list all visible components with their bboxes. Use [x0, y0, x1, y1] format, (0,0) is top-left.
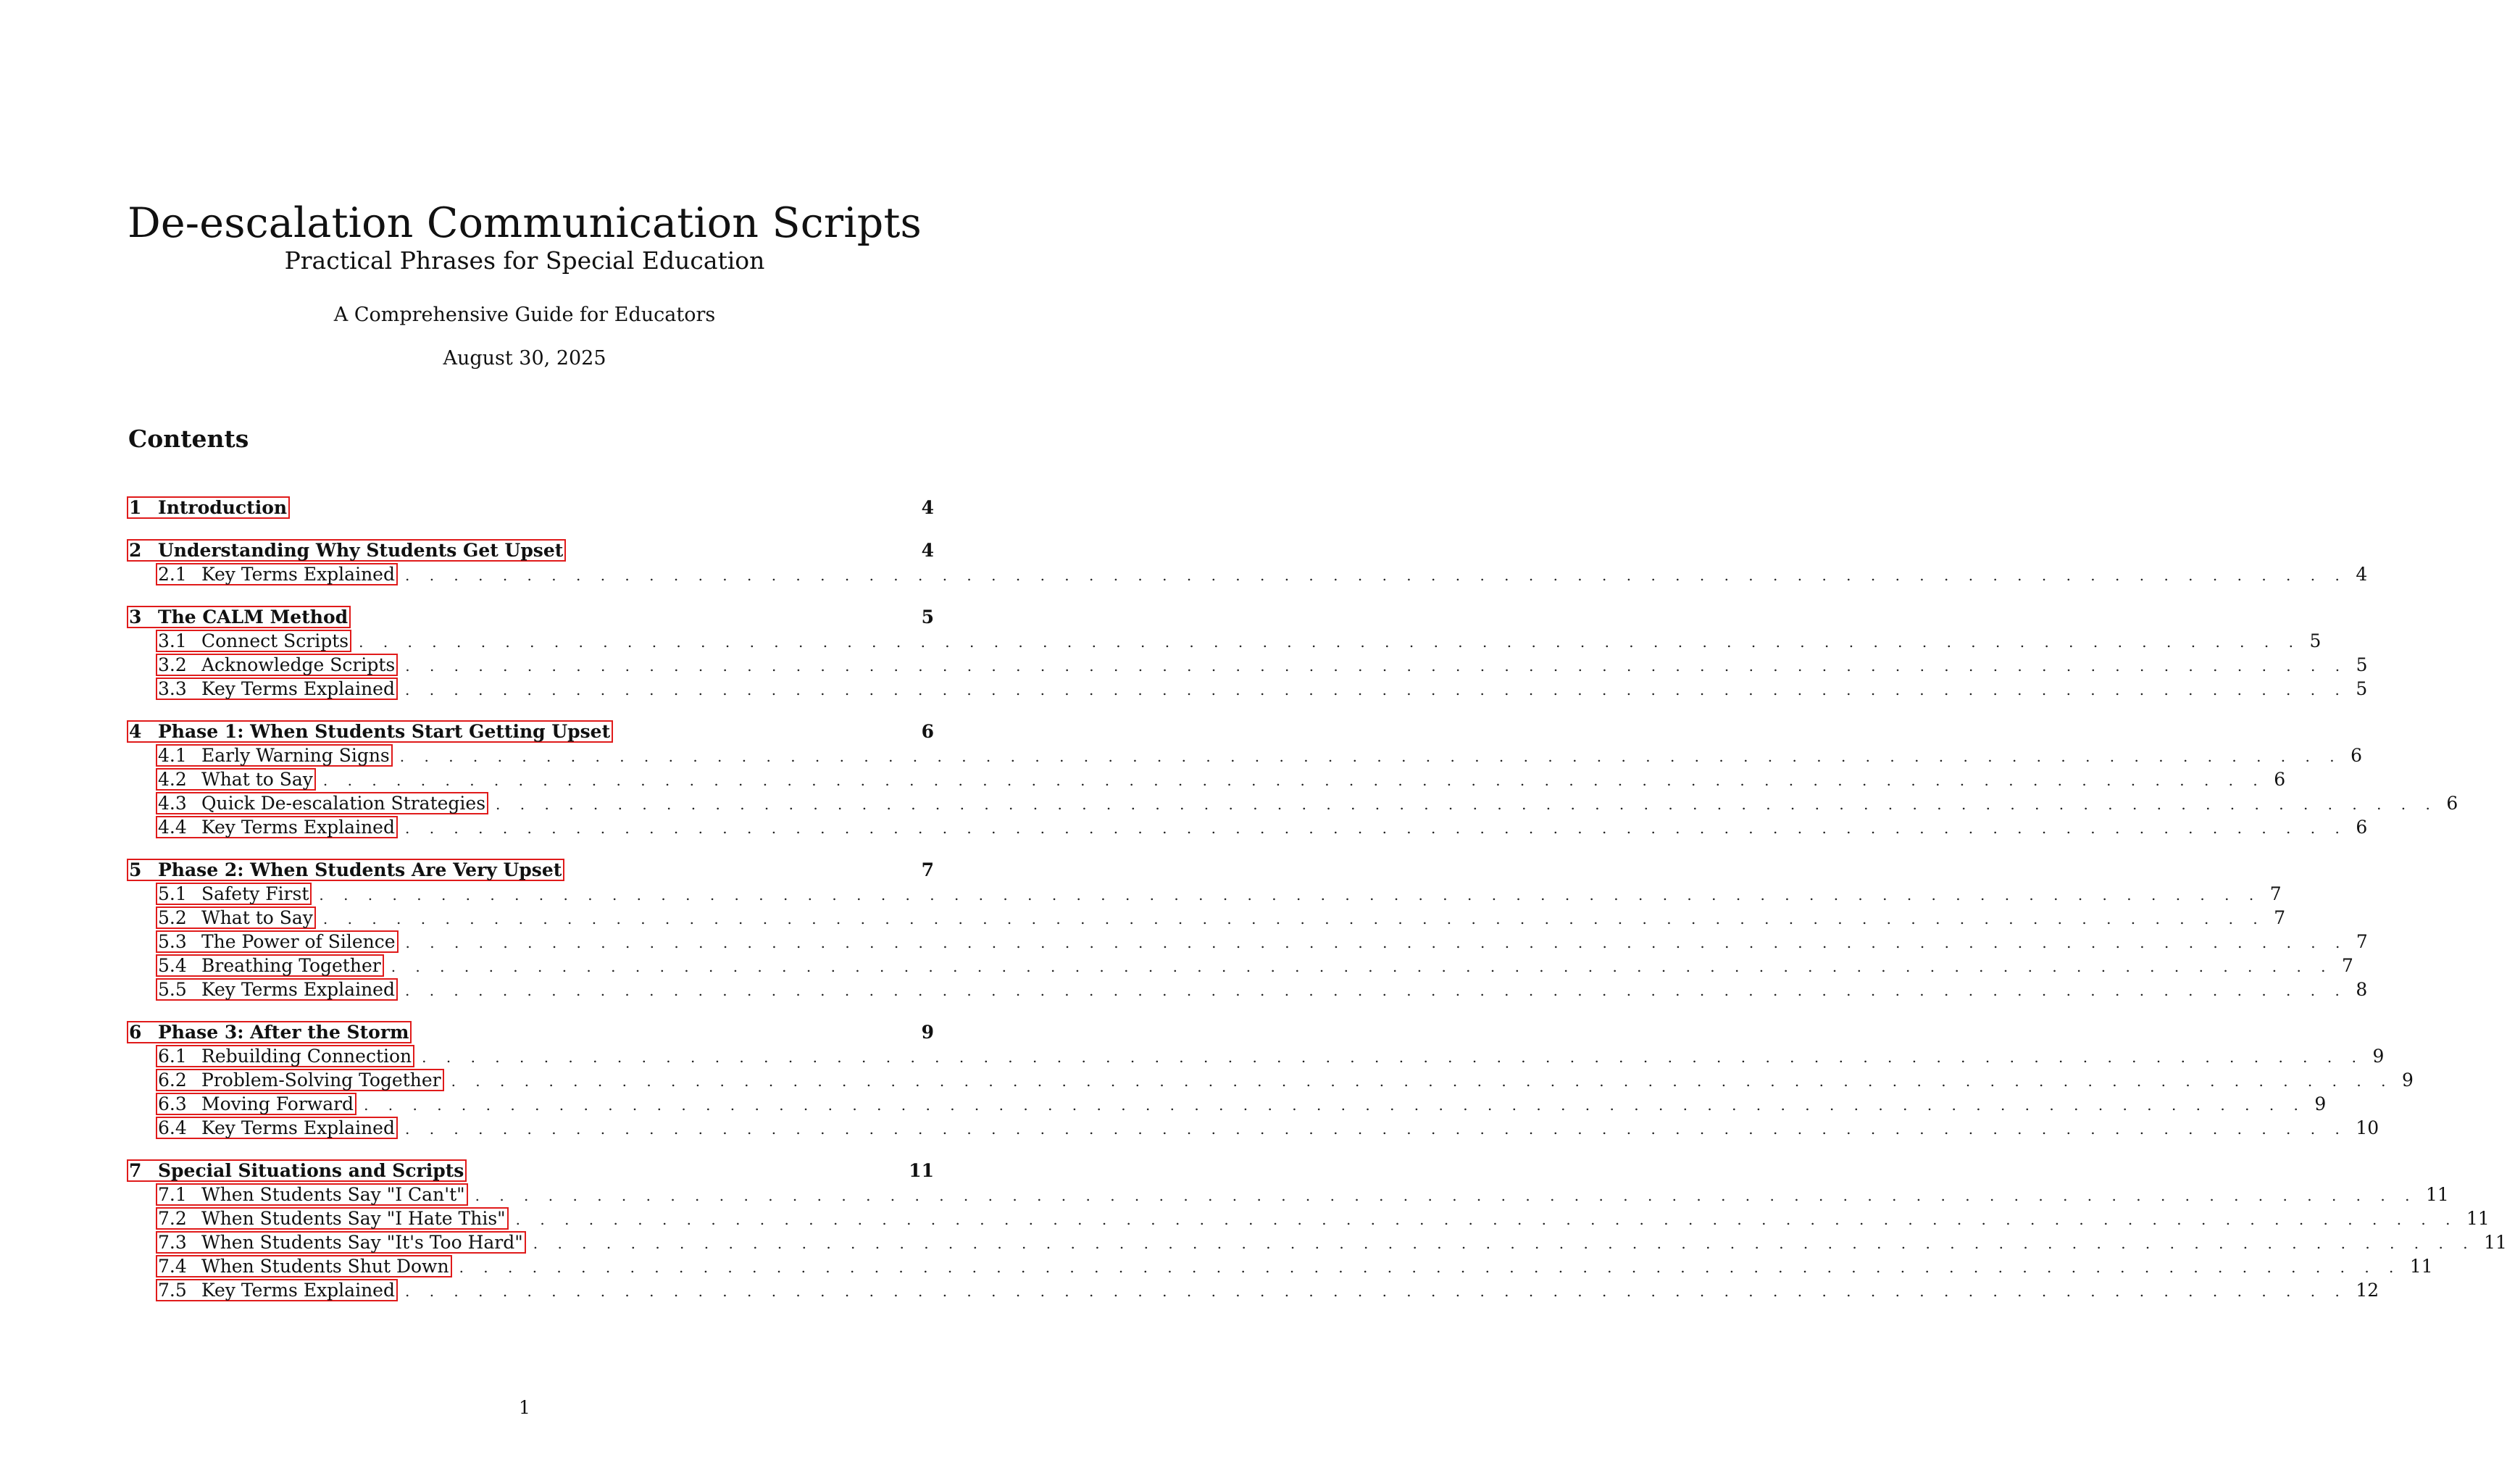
toc-dot-leader: . . . . . . . . . . . . . . . . . . . . . . . . . . . . . . . . . . . . . . . . . . . . . . . . . . . . . . . . . . . . . . . . . . . . . . . . . . . . . . . .: [405, 657, 2348, 675]
toc-subsection-number: 6.4: [158, 1117, 187, 1138]
toc-subsection-row: [127, 906, 2286, 930]
toc-subsection-number: 7.5: [158, 1280, 187, 1301]
toc-subsection-number: 7.1: [158, 1184, 187, 1205]
toc-subsection-page: 6: [2446, 793, 2458, 814]
toc-subsection-number: 6.1: [158, 1046, 187, 1067]
toc-subsection-number: 3.1: [158, 630, 187, 651]
toc-subsection-number: 5.5: [158, 979, 187, 1000]
toc-subsection-page: 7: [2342, 955, 2353, 976]
toc-section-page: 11: [909, 1160, 934, 1181]
toc-subsection-row: [127, 977, 2368, 1001]
toc-subsection-page: 4: [2356, 564, 2368, 585]
toc-subsection-number: 4.2: [158, 769, 187, 790]
document-subtitle: Practical Phrases for Special Education: [284, 246, 765, 275]
toc-subsection-page: 5: [2356, 678, 2368, 699]
toc-section-row: [127, 1159, 934, 1183]
toc-subsection-row: [127, 562, 2368, 586]
toc-subsection-row: [127, 1230, 2507, 1254]
toc-subsection-number: 6.3: [158, 1093, 187, 1114]
toc-section-title: Understanding Why Students Get Upset: [158, 540, 564, 561]
toc-subsection-number: 4.3: [158, 793, 187, 814]
toc-subsection-link[interactable]: [156, 1045, 414, 1067]
toc-subsection-row: [127, 1092, 2327, 1116]
toc-section: [127, 605, 2368, 701]
toc-subsection-link[interactable]: [156, 1117, 398, 1139]
toc-subsection-title: Early Warning Signs: [201, 745, 390, 766]
toc-subsection-row: [127, 1183, 2449, 1206]
toc-section-row: [127, 605, 934, 629]
toc-section-title: The CALM Method: [158, 606, 349, 628]
toc-subsection-link[interactable]: [156, 1279, 398, 1301]
toc-section-title: Phase 2: When Students Are Very Upset: [158, 859, 562, 880]
toc-section-number: 6: [129, 1022, 142, 1043]
toc-subsection-row: [127, 629, 2322, 653]
toc-subsection-row: [127, 791, 2458, 815]
document-date: August 30, 2025: [443, 347, 606, 370]
toc-subsection-page: 8: [2356, 979, 2368, 1000]
toc-dot-leader: . . . . . . . . . . . . . . . . . . . . . . . . . . . . . . . . . . . . . . . . . . . . . . . . . . . . . . . . . . . . . . . . . . . . . . . . . . . . . . . .: [422, 1049, 2364, 1066]
toc-dot-leader: . . . . . . . . . . . . . . . . . . . . . . . . . . . . . . . . . . . . . . . . . . . . . . . . . . . . . . . . . . . . . . . . . . . . . . . . . . . . . . . .: [322, 772, 2266, 789]
toc-section: [127, 1020, 2414, 1140]
toc-dot-leader: . . . . . . . . . . . . . . . . . . . . . . . . . . . . . . . . . . . . . . . . . . . . . . . . . . . . . . . . . . . . . . . . . . . . . . . . . . . . . . . .: [404, 567, 2348, 584]
toc-section-link[interactable]: [127, 606, 351, 628]
toc-section-number: 5: [129, 859, 142, 880]
toc-section-link[interactable]: [127, 1021, 412, 1043]
toc-subsection-page: 6: [2350, 745, 2363, 766]
toc-subsection-row: [127, 1278, 2379, 1302]
toc-subsection-row: [127, 815, 2368, 839]
toc-subsection-page: 5: [2356, 654, 2368, 675]
toc-subsection-link[interactable]: [156, 1093, 356, 1115]
document-title: De-escalation Communication Scripts: [127, 199, 922, 247]
toc-subsection-number: 7.2: [158, 1208, 187, 1229]
toc-subsection-link[interactable]: [156, 792, 488, 814]
toc-dot-leader: . . . . . . . . . . . . . . . . . . . . . . . . . . . . . . . . . . . . . . . . . . . . . . . . . . . . . . . . . . . . . . . . . . . . . . . . . . . . . . . .: [404, 820, 2348, 837]
toc-subsection-row: [127, 1068, 2414, 1092]
toc-section-link[interactable]: [127, 539, 566, 562]
toc-subsection-number: 7.3: [158, 1232, 187, 1253]
toc-subsection-number: 6.2: [158, 1070, 187, 1091]
toc-section-number: 1: [129, 497, 142, 518]
toc-section-link[interactable]: [127, 859, 564, 881]
toc-subsection-page: 7: [2274, 907, 2286, 928]
toc-subsection-title: Key Terms Explained: [201, 1117, 395, 1138]
toc-dot-leader: . . . . . . . . . . . . . . . . . . . . . . . . . . . . . . . . . . . . . . . . . . . . . . . . . . . . . . . . . . . . . . . . . . . . . . . . . . . . . . . .: [459, 1259, 2401, 1276]
toc-subsection-page: 11: [2466, 1208, 2490, 1229]
toc-subsection-title: Quick De-escalation Strategies: [201, 793, 486, 814]
toc-subsection-page: 9: [2372, 1046, 2385, 1067]
toc-dot-leader: . . . . . . . . . . . . . . . . . . . . . . . . . . . . . . . . . . . . . . . . . . . . . . . . . . . . . . . . . . . . . . . . . . . . . . . . . . . . . . . .: [404, 982, 2348, 999]
toc-section-number: 4: [129, 721, 142, 742]
toc-section-page: 9: [921, 1022, 934, 1043]
toc-subsection-page: 6: [2274, 769, 2286, 790]
toc-subsection-number: 5.3: [158, 931, 187, 952]
toc-section-number: 7: [129, 1160, 142, 1181]
toc-section: [127, 720, 2458, 839]
toc-subsection-link[interactable]: [156, 1231, 526, 1254]
toc-subsection-title: When Students Say "I Can't": [201, 1184, 465, 1205]
page-number: 1: [519, 1397, 530, 1418]
toc-subsection-row: [127, 677, 2368, 701]
toc-subsection-link[interactable]: [156, 978, 398, 1001]
toc-dot-leader: . . . . . . . . . . . . . . . . . . . . . . . . . . . . . . . . . . . . . . . . . . . . . . . . . . . . . . . . . . . . . . . . . . . . . . . . . . . . . . . .: [533, 1235, 2476, 1252]
toc-subsection-link[interactable]: [156, 954, 384, 977]
toc-subsection-link[interactable]: [156, 1207, 509, 1230]
toc-section-title: Phase 3: After the Storm: [158, 1022, 409, 1043]
toc-dot-leader: . . . . . . . . . . . . . . . . . . . . . . . . . . . . . . . . . . . . . . . . . . . . . . . . . . . . . . . . . . . . . . . . . . . . . . . . . . . . . . . .: [515, 1211, 2458, 1228]
toc-subsection-row: [127, 653, 2368, 677]
toc-subsection-page: 10: [2356, 1117, 2379, 1138]
toc-subsection-title: When Students Say "I Hate This": [201, 1208, 506, 1229]
toc-section-page: 6: [921, 721, 934, 742]
toc-section: [127, 496, 934, 520]
toc-dot-leader: . . . . . . . . . . . . . . . . . . . . . . . . . . . . . . . . . . . . . . . . . . . . . . . . . . . . . . . . . . . . . . . . . . . . . . . . . . . . . . . .: [404, 681, 2348, 699]
toc-section-page: 7: [921, 859, 934, 880]
toc-dot-leader: . . . . . . . . . . . . . . . . . . . . . . . . . . . . . . . . . . . . . . . . . . . . . . . . . . . . . . . . . . . . . . . . . . . . . . . . . . . . . . . .: [496, 796, 2438, 813]
toc-section: [127, 538, 2368, 586]
toc-section-page: 4: [921, 540, 934, 561]
toc-subsection-link[interactable]: [156, 654, 398, 676]
toc-section: [127, 1159, 2507, 1302]
toc-subsection-page: 5: [2309, 630, 2322, 651]
toc-subsection-page: 11: [2409, 1256, 2433, 1277]
toc-section-title: Introduction: [158, 497, 288, 518]
toc-subsection-row: [127, 930, 2368, 954]
toc-subsection-page: 11: [2425, 1184, 2449, 1205]
toc-section-row: [127, 720, 934, 743]
toc-subsection-row: [127, 767, 2286, 791]
toc-section-number: 2: [129, 540, 142, 561]
toc-subsection-link[interactable]: [156, 816, 398, 838]
toc-section: [127, 858, 2368, 1001]
toc-subsection-row: [127, 1116, 2379, 1140]
toc-subsection-page: 9: [2401, 1070, 2414, 1091]
toc-subsection-page: 12: [2356, 1280, 2379, 1301]
toc-dot-leader: . . . . . . . . . . . . . . . . . . . . . . . . . . . . . . . . . . . . . . . . . . . . . . . . . . . . . . . . . . . . . . . . . . . . . . . . . . . . . . . .: [391, 958, 2334, 975]
toc-subsection-title: Breathing Together: [201, 955, 381, 976]
toc-section-link[interactable]: [127, 496, 290, 519]
document-guide-line: A Comprehensive Guide for Educators: [333, 304, 716, 326]
toc-subsection-number: 7.4: [158, 1256, 187, 1277]
toc-dot-leader: . . . . . . . . . . . . . . . . . . . . . . . . . . . . . . . . . . . . . . . . . . . . . . . . . . . . . . . . . . . . . . . . . . . . . . . . . . . . . . . .: [404, 1120, 2348, 1138]
toc-subsection-title: What to Say: [201, 769, 313, 790]
toc-subsection-page: 9: [2314, 1093, 2327, 1114]
toc-subsection-title: Key Terms Explained: [201, 678, 395, 699]
toc-subsection-number: 3.3: [158, 678, 187, 699]
toc-subsection-title: Safety First: [201, 883, 309, 904]
toc-subsection-title: When Students Say "It's Too Hard": [201, 1232, 523, 1253]
toc-subsection-page: 6: [2356, 817, 2368, 838]
toc-subsection-number: 5.4: [158, 955, 187, 976]
toc-dot-leader: . . . . . . . . . . . . . . . . . . . . . . . . . . . . . . . . . . . . . . . . . . . . . . . . . . . . . . . . . . . . . . . . . . . . . . . . . . . . . . . .: [405, 934, 2348, 951]
toc-subsection-title: Key Terms Explained: [201, 1280, 395, 1301]
toc-subsection-link[interactable]: [156, 768, 316, 791]
toc-dot-leader: . . . . . . . . . . . . . . . . . . . . . . . . . . . . . . . . . . . . . . . . . . . . . . . . . . . . . . . . . . . . . . . . . . . . . . . . . . . . . . . .: [319, 886, 2261, 904]
toc-dot-leader: . . . . . . . . . . . . . . . . . . . . . . . . . . . . . . . . . . . . . . . . . . . . . . . . . . . . . . . . . . . . . . . . . . . . . . . . . . . . . . . .: [475, 1187, 2417, 1204]
toc-dot-leader: . . . . . . . . . . . . . . . . . . . . . . . . . . . . . . . . . . . . . . . . . . . . . . . . . . . . . . . . . . . . . . . . . . . . . . . . . . . . . . . .: [451, 1072, 2393, 1090]
toc-subsection-row: [127, 1206, 2490, 1230]
toc-subsection-link[interactable]: [156, 906, 316, 929]
toc-subsection-title: Rebuilding Connection: [201, 1046, 412, 1067]
toc-dot-leader: . . . . . . . . . . . . . . . . . . . . . . . . . . . . . . . . . . . . . . . . . . . . . . . . . . . . . . . . . . . . . . . . . . . . . . . . . . . . . . . .: [399, 748, 2343, 765]
toc-subsection-title: Connect Scripts: [201, 630, 349, 651]
toc-subsection-number: 4.1: [158, 745, 187, 766]
toc-subsection-page: 7: [2356, 931, 2368, 952]
toc-dot-leader: . . . . . . . . . . . . . . . . . . . . . . . . . . . . . . . . . . . . . . . . . . . . . . . . . . . . . . . . . . . . . . . . . . . . . . . . . . . . . . . .: [322, 910, 2266, 928]
toc-section-link[interactable]: [127, 1159, 467, 1182]
toc-subsection-row: [127, 1044, 2385, 1068]
toc-section-number: 3: [129, 606, 142, 628]
toc-section-row: [127, 1020, 934, 1044]
toc-subsection-link[interactable]: [156, 1069, 444, 1091]
toc-subsection-number: 3.2: [158, 654, 187, 675]
toc-subsection-link[interactable]: [156, 1183, 468, 1206]
toc-subsection-link[interactable]: [156, 883, 312, 905]
toc-subsection-title: Acknowledge Scripts: [201, 654, 396, 675]
toc-subsection-row: [127, 1254, 2433, 1278]
contents-heading: Contents: [128, 425, 249, 453]
toc-section-title: Phase 1: When Students Start Getting Upset: [158, 721, 611, 742]
toc-subsection-link[interactable]: [156, 630, 351, 652]
toc-subsection-title: Moving Forward: [201, 1093, 354, 1114]
toc-subsection-link[interactable]: [156, 744, 393, 767]
toc-dot-leader: . . . . . . . . . . . . . . . . . . . . . . . . . . . . . . . . . . . . . . . . . . . . . . . . . . . . . . . . . . . . . . . . . . . . . . . . . . . . . . . .: [404, 1283, 2348, 1300]
table-of-contents: [127, 496, 2507, 1321]
toc-subsection-link[interactable]: [156, 930, 399, 953]
toc-subsection-title: Key Terms Explained: [201, 979, 395, 1000]
toc-subsection-number: 4.4: [158, 817, 187, 838]
toc-section-title: Special Situations and Scripts: [158, 1160, 464, 1181]
toc-subsection-link[interactable]: [156, 1255, 452, 1277]
toc-subsection-link[interactable]: [156, 563, 398, 585]
toc-section-link[interactable]: [127, 720, 613, 743]
toc-section-row: [127, 538, 934, 562]
toc-subsection-number: 5.1: [158, 883, 187, 904]
toc-subsection-title: The Power of Silence: [201, 931, 396, 952]
toc-subsection-row: [127, 954, 2353, 977]
toc-subsection-page: 11: [2484, 1232, 2507, 1253]
toc-subsection-title: Problem-Solving Together: [201, 1070, 441, 1091]
toc-subsection-title: Key Terms Explained: [201, 564, 395, 585]
toc-subsection-title: When Students Shut Down: [201, 1256, 449, 1277]
toc-dot-leader: . . . . . . . . . . . . . . . . . . . . . . . . . . . . . . . . . . . . . . . . . . . . . . . . . . . . . . . . . . . . . . . . . . . . . . . . . . . . . . . .: [359, 633, 2301, 651]
toc-subsection-link[interactable]: [156, 678, 398, 700]
toc-subsection-row: [127, 743, 2363, 767]
toc-subsection-title: Key Terms Explained: [201, 817, 395, 838]
toc-subsection-row: [127, 882, 2282, 906]
toc-section-row: [127, 858, 934, 882]
toc-subsection-page: 7: [2269, 883, 2282, 904]
toc-subsection-number: 5.2: [158, 907, 187, 928]
toc-section-page: 5: [921, 606, 934, 628]
toc-section-page: 4: [921, 497, 934, 518]
toc-subsection-number: 2.1: [158, 564, 187, 585]
toc-subsection-title: What to Say: [201, 907, 313, 928]
toc-dot-leader: . . . . . . . . . . . . . . . . . . . . . . . . . . . . . . . . . . . . . . . . . . . . . . . . . . . . . . . . . . . . . . . . . . . . . . . . . . . . . . . .: [364, 1096, 2306, 1114]
toc-section-row: [127, 496, 934, 520]
